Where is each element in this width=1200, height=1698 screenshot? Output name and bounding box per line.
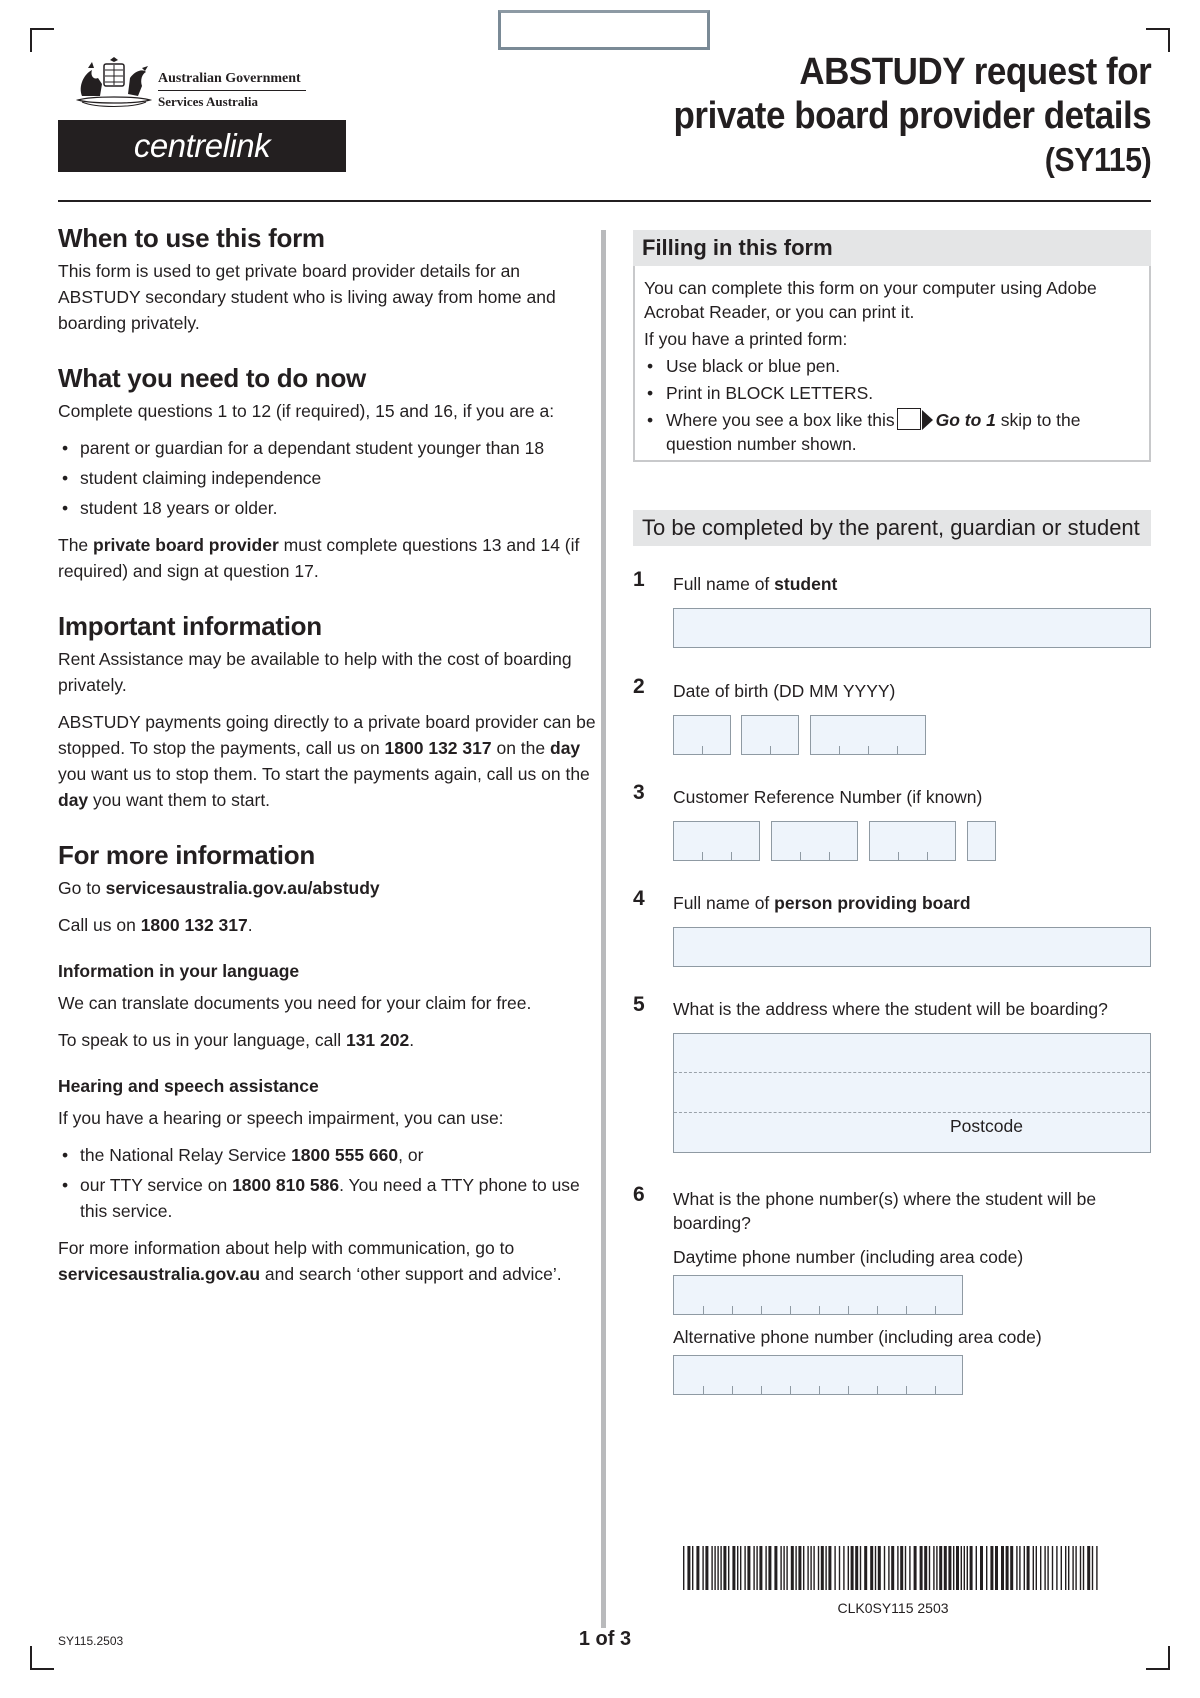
office-use-box[interactable]: [498, 10, 710, 50]
provider-note-bold: private board provider: [93, 535, 279, 555]
barcode-bar: [756, 1546, 757, 1590]
question-6: [633, 1183, 1151, 1483]
barcode-bar: [1096, 1546, 1097, 1590]
barcode-bar: [780, 1546, 781, 1590]
language-section: [58, 958, 598, 1053]
barcode-bar: [1065, 1546, 1066, 1590]
barcode-bar: [851, 1546, 854, 1590]
barcode-text: CLK0SY115 2503: [837, 1600, 949, 1616]
barcode-bar: [961, 1546, 962, 1590]
barcode-bar: [1047, 1546, 1048, 1590]
barcode-bar: [1052, 1546, 1053, 1590]
comb-tick: [848, 1386, 849, 1394]
barcode-bar: [728, 1546, 729, 1590]
barcode-bar: [687, 1546, 690, 1590]
barcode-bar: [1068, 1546, 1069, 1590]
dob-year-input[interactable]: [810, 715, 926, 755]
gov-line-1: Australian Government: [158, 71, 301, 86]
list-item: • Use black or blue pen.: [644, 354, 1141, 378]
barcode-bar: [807, 1546, 808, 1590]
barcode-bar: [929, 1546, 930, 1590]
barcode-bar: [1040, 1546, 1041, 1590]
crn-check-letter-input[interactable]: [967, 821, 996, 861]
logo-rule: [158, 90, 306, 91]
barcode-bar: [803, 1546, 804, 1590]
list-item: • student claiming independence: [58, 465, 598, 491]
crop-mark-bottom-right: [1146, 1646, 1170, 1670]
barcode-bar: [864, 1546, 867, 1590]
alternative-phone-label: Alternative phone number (including area code): [673, 1327, 1042, 1347]
more-heading: For more information: [58, 840, 315, 870]
hearing-outro-pre: For more information about help with communication, go to: [58, 1238, 515, 1258]
barcode-bar: [924, 1546, 927, 1590]
barcode-bar: [875, 1546, 876, 1590]
alternative-phone-input[interactable]: [673, 1355, 963, 1395]
comb-tick: [848, 1306, 849, 1314]
more-call-phone: 1800 132 317: [140, 915, 248, 935]
language-p2: [58, 1027, 598, 1053]
important-day-2: day: [58, 790, 89, 810]
barcode-bar: [870, 1546, 873, 1590]
what-list: [58, 435, 598, 521]
barcode-bar: [711, 1546, 712, 1590]
important-p2-a: ABSTUDY payments going directly to a private board provider can be stopped. To stop the payments, call us on: [58, 712, 596, 758]
filling-p1: You can complete this form on your computer using Adobe Acrobat Reader, or you can print it.: [644, 278, 1097, 322]
hearing-outro: [58, 1235, 598, 1287]
barcode-bar: [1016, 1546, 1017, 1590]
boarding-address-input[interactable]: [673, 1033, 1151, 1153]
barcode-bar: [1001, 1546, 1004, 1590]
barcode-bar: [786, 1546, 787, 1590]
important-heading: Important information: [58, 611, 322, 641]
important-p2-c: you want us to stop them. To start the payments again, call us on the: [58, 764, 590, 784]
title-code: (SY115): [1044, 141, 1151, 178]
barcode-bar: [884, 1546, 885, 1590]
hearing-item1-phone: 1800 555 660: [291, 1145, 399, 1165]
comb-tick: [898, 852, 899, 860]
comb-tick: [790, 1306, 791, 1314]
question-number: 5: [633, 993, 645, 1016]
comb-tick: [761, 1306, 762, 1314]
daytime-phone-input[interactable]: [673, 1275, 963, 1315]
barcode-bar: [900, 1546, 903, 1590]
hearing-item1-pre: the National Relay Service: [80, 1145, 292, 1165]
comb-tick: [829, 852, 830, 860]
question-number: 3: [633, 781, 645, 804]
barcode-bar: [878, 1546, 881, 1590]
language-p2-pre: To speak to us in your language, call: [58, 1030, 346, 1050]
barcode-bar: [705, 1546, 708, 1590]
hearing-outro-link[interactable]: servicesaustralia.gov.au: [58, 1264, 261, 1284]
filling-box: [633, 266, 1151, 462]
student-name-input[interactable]: [673, 608, 1151, 648]
question-3: [633, 781, 1151, 861]
comb-tick: [906, 1306, 907, 1314]
coat-of-arms-icon: [72, 56, 156, 112]
parent-section-heading: To be completed by the parent, guardian or student: [633, 510, 1151, 546]
question-text: What is the address where the student will be boarding?: [673, 999, 1108, 1019]
barcode-bar: [783, 1546, 784, 1590]
comb-tick: [819, 1386, 820, 1394]
barcode-bar: [717, 1546, 718, 1590]
comb-tick: [731, 852, 732, 860]
comb-tick: [819, 1306, 820, 1314]
barcode-bar: [702, 1546, 703, 1590]
barcode-bar: [1010, 1546, 1013, 1590]
crn-group-2-input[interactable]: [771, 821, 858, 861]
barcode-bar: [1033, 1546, 1034, 1590]
barcode-bar: [860, 1546, 861, 1590]
more-goto: [58, 875, 598, 901]
barcode-bar: [791, 1546, 794, 1590]
go-to-arrow-icon: [922, 410, 933, 430]
what-section: [58, 362, 598, 584]
comb-tick: [935, 1306, 936, 1314]
more-section: [58, 839, 598, 938]
important-phone: 1800 132 317: [384, 738, 492, 758]
comb-tick: [703, 1306, 704, 1314]
list-item: [58, 1172, 598, 1224]
crop-mark-top-right: [1146, 28, 1170, 52]
hearing-item1-post: , or: [398, 1145, 424, 1165]
government-logo: [72, 56, 312, 112]
list-item: • student 18 years or older.: [58, 495, 598, 521]
language-p2-post: .: [409, 1030, 415, 1050]
board-provider-name-input[interactable]: [673, 927, 1151, 967]
question-text: [673, 891, 1143, 915]
important-p1: Rent Assistance may be available to help with the cost of boarding privately.: [58, 649, 572, 695]
important-p2-d: you want them to start.: [88, 790, 271, 810]
barcode-bar: [843, 1546, 844, 1590]
more-call: [58, 912, 598, 938]
comb-tick: [790, 1386, 791, 1394]
barcode-bar: [1006, 1546, 1009, 1590]
barcode-bar: [888, 1546, 889, 1590]
barcode-bar: [1087, 1546, 1090, 1590]
comb-tick: [906, 1386, 907, 1394]
barcode-bar: [948, 1546, 951, 1590]
dob-day-input[interactable]: [673, 715, 731, 755]
comb-tick: [839, 746, 840, 754]
list-item: • parent or guardian for a dependant student younger than 18: [58, 435, 598, 461]
crop-mark-top-left: [30, 28, 54, 52]
gov-line-2: Services Australia: [158, 94, 259, 109]
more-call-pre: Call us on: [58, 915, 141, 935]
question-text: [673, 572, 1143, 596]
barcode-bar: [986, 1546, 987, 1590]
barcode-bar: [1036, 1546, 1037, 1590]
barcode-bar: [732, 1546, 735, 1590]
page-number: 1 of 3: [578, 1628, 632, 1650]
hearing-list: [58, 1142, 598, 1224]
barcode-bar: [1080, 1546, 1081, 1590]
crn-group-1-input[interactable]: [673, 821, 760, 861]
barcode-bar: [1044, 1546, 1045, 1590]
hearing-intro: If you have a hearing or speech impairment, you can use:: [58, 1108, 504, 1128]
comb-tick: [732, 1306, 733, 1314]
barcode-bar: [747, 1546, 750, 1590]
comb-tick: [770, 746, 771, 754]
dob-month-input[interactable]: [741, 715, 799, 755]
left-column: [58, 222, 598, 1313]
barcode-bar: [939, 1546, 942, 1590]
language-phone: 131 202: [345, 1030, 410, 1050]
barcode-bar: [810, 1546, 811, 1590]
hearing-heading: Hearing and speech assistance: [58, 1076, 319, 1096]
hearing-item2-post: . You need a TTY phone to use this service.: [80, 1175, 580, 1221]
title-line-2: private board provider details: [673, 95, 1151, 137]
when-body: This form is used to get private board provider details for an ABSTUDY secondary student who is living away from home and boarding privately.: [58, 261, 556, 333]
provider-note-post: must complete questions 13 and 14 (if required) and sign at question 17.: [58, 535, 580, 581]
language-heading: Information in your language: [58, 961, 300, 981]
hearing-section: [58, 1073, 598, 1287]
barcode-bar: [980, 1546, 983, 1590]
barcode-bar: [1072, 1546, 1073, 1590]
comb-tick: [702, 852, 703, 860]
centrelink-brand: centrelink: [58, 120, 346, 172]
filling-item3-post: skip to the question number shown.: [666, 410, 1081, 454]
crn-group-3-input[interactable]: [869, 821, 956, 861]
question-5: [633, 993, 1151, 1143]
comb-tick: [877, 1306, 878, 1314]
question-number: 2: [633, 675, 645, 698]
comb-tick: [703, 1386, 704, 1394]
filling-item3-pre: Where you see a box like this: [666, 410, 895, 430]
barcode-bar: [933, 1546, 934, 1590]
barcode-bar: [855, 1546, 858, 1590]
question-number: 6: [633, 1183, 645, 1206]
barcode-bar: [683, 1546, 684, 1590]
barcode-bar: [956, 1546, 959, 1590]
list-item: [58, 1142, 598, 1168]
q4-text-pre: Full name of: [673, 893, 775, 913]
barcode-bar: [759, 1546, 762, 1590]
barcode-bar: [891, 1546, 894, 1590]
example-checkbox-icon: [897, 408, 921, 430]
right-column: [633, 230, 1151, 1347]
hearing-item2-phone: 1800 810 586: [232, 1175, 340, 1195]
barcode-bar: [740, 1546, 741, 1590]
hearing-item2-pre: our TTY service on: [80, 1175, 233, 1195]
barcode-bar: [909, 1546, 910, 1590]
barcode-bar: [976, 1546, 977, 1590]
question-1: [633, 568, 1151, 648]
language-p1: We can translate documents you need for your claim for free.: [58, 993, 532, 1013]
filling-heading: Filling in this form: [633, 230, 1151, 266]
postcode-label: Postcode: [950, 1116, 1023, 1136]
barcode-bar: [1083, 1546, 1084, 1590]
barcode-bar: [944, 1546, 947, 1590]
column-divider: [601, 230, 606, 1628]
list-item: • Print in BLOCK LETTERS.: [644, 381, 1141, 405]
barcode-bar: [967, 1546, 968, 1590]
barcode-bar: [897, 1546, 898, 1590]
important-p2: [58, 709, 598, 813]
filling-p2: If you have a printed form:: [644, 329, 848, 349]
question-number: 4: [633, 887, 645, 910]
barcode-bar: [1027, 1546, 1030, 1590]
title-line-1: ABSTUDY request for: [799, 51, 1151, 93]
comb-tick: [935, 1386, 936, 1394]
list-item: [644, 408, 1141, 456]
q1-text-bold: student: [774, 574, 838, 594]
what-intro: Complete questions 1 to 12 (if required), 15 and 16, if you are a:: [58, 401, 555, 421]
when-section: [58, 222, 598, 336]
barcode-bar: [821, 1546, 824, 1590]
provider-note: [58, 532, 598, 584]
address-line-divider: [674, 1072, 1150, 1073]
barcode-bar: [818, 1546, 819, 1590]
address-line-divider: [674, 1112, 1150, 1113]
barcode-bar: [720, 1546, 721, 1590]
important-p2-b: on the: [491, 738, 550, 758]
question-2: [633, 675, 1151, 755]
barcode-bar: [1024, 1546, 1025, 1590]
more-call-post: .: [247, 915, 253, 935]
barcode-bar: [953, 1546, 954, 1590]
important-day-1: day: [550, 738, 581, 758]
question-4: [633, 887, 1151, 967]
what-heading: What you need to do now: [58, 363, 366, 393]
barcode-bar: [905, 1546, 906, 1590]
comb-tick: [897, 746, 898, 754]
crop-mark-bottom-left: [30, 1646, 54, 1670]
comb-tick: [732, 1386, 733, 1394]
question-text: Customer Reference Number (if known): [673, 787, 983, 807]
barcode-bar: [920, 1546, 923, 1590]
barcode-bar: [825, 1546, 826, 1590]
barcode-bar: [768, 1546, 771, 1590]
header-rule: [58, 200, 1151, 202]
barcode-bar: [714, 1546, 715, 1590]
question-number: 1: [633, 568, 645, 591]
barcode-bar: [848, 1546, 849, 1590]
when-heading: When to use this form: [58, 223, 325, 253]
barcode-bar: [1019, 1546, 1020, 1590]
form-title: [673, 50, 1151, 182]
barcode-bar: [1075, 1546, 1076, 1590]
barcode-bar: [723, 1546, 726, 1590]
barcode-bar: [1061, 1546, 1062, 1590]
barcode-bar: [936, 1546, 937, 1590]
barcode-bar: [813, 1546, 814, 1590]
comb-tick: [868, 746, 869, 754]
filling-list: [644, 354, 1141, 456]
comb-tick: [761, 1386, 762, 1394]
form-code: SY115.2503: [58, 1634, 124, 1648]
barcode-bar: [834, 1546, 835, 1590]
question-text: Date of birth (DD MM YYYY): [673, 681, 896, 701]
hearing-outro-post: and search ‘other support and advice’.: [260, 1264, 562, 1284]
comb-tick: [877, 1386, 878, 1394]
barcode-bar: [795, 1546, 796, 1590]
q1-text-pre: Full name of: [673, 574, 775, 594]
comb-tick: [702, 746, 703, 754]
barcode-bar: [737, 1546, 738, 1590]
more-goto-link[interactable]: servicesaustralia.gov.au/abstudy: [105, 878, 380, 898]
q4-text-bold: person providing board: [774, 893, 971, 913]
question-text: What is the phone number(s) where the student will be boarding?: [673, 1189, 1097, 1233]
comb-tick: [927, 852, 928, 860]
important-section: [58, 610, 598, 813]
barcode-bar: [692, 1546, 693, 1590]
barcode-bar: [696, 1546, 699, 1590]
barcode-bar: [774, 1546, 777, 1590]
barcode-bar: [914, 1546, 917, 1590]
barcode-bar: [995, 1546, 998, 1590]
barcode-bar: [990, 1546, 993, 1590]
barcode-bar: [798, 1546, 801, 1590]
barcode-bar: [753, 1546, 754, 1590]
barcode-bar: [970, 1546, 973, 1590]
barcode-icon: [683, 1546, 1103, 1590]
daytime-phone-label: Daytime phone number (including area code): [673, 1247, 1024, 1267]
provider-note-pre: The: [58, 535, 94, 555]
barcode-bar: [744, 1546, 745, 1590]
barcode-bar: [828, 1546, 831, 1590]
go-to-label: Go to 1: [935, 410, 996, 430]
barcode-bar: [1056, 1546, 1057, 1590]
comb-tick: [800, 852, 801, 860]
barcode-bar: [839, 1546, 840, 1590]
barcode-bar: [1092, 1546, 1093, 1590]
barcode-bar: [765, 1546, 766, 1590]
more-goto-pre: Go to: [58, 878, 106, 898]
barcode-bar: [964, 1546, 965, 1590]
